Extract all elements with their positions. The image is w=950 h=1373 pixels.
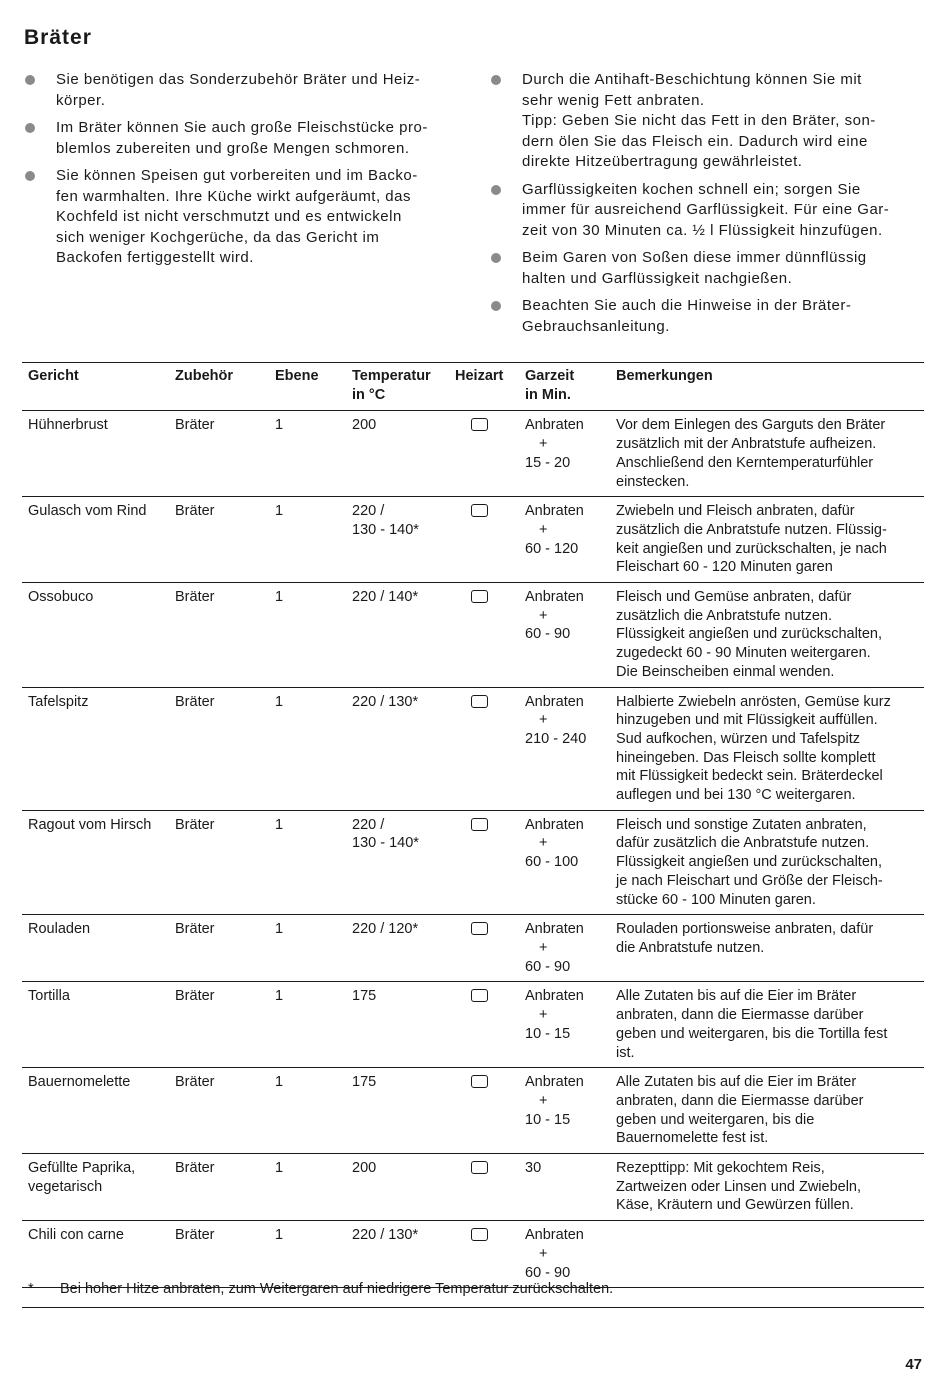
bullet-icon bbox=[491, 253, 501, 263]
garzeit-line: 60 - 90 bbox=[525, 958, 571, 975]
heating-element-icon bbox=[471, 922, 488, 935]
cell-zubehoer: Bräter bbox=[175, 915, 275, 982]
header-heizart: Heizart bbox=[455, 363, 525, 411]
cell-heizart bbox=[455, 497, 525, 583]
garzeit-line: + bbox=[539, 1245, 548, 1262]
cell-gericht: Hühnerbrust bbox=[22, 411, 175, 497]
garzeit-line: Anbraten bbox=[525, 1227, 584, 1244]
page-number: 47 bbox=[905, 1356, 922, 1373]
cell-heizart bbox=[455, 810, 525, 915]
header-gericht: Gericht bbox=[22, 363, 175, 411]
recipe-table bbox=[22, 362, 924, 1288]
list-item: Sie können Speisen gut vorbereiten und im Backo- fen warmhalten. Ihre Küche wirkt aufgeräumt, das Kochfeld ist nicht verschmutzt und es entwickeln sich weniger Kochgerüche, da das Gericht im Backofen fertiggestellt wird. bbox=[24, 166, 464, 269]
list-item: Garflüssigkeiten kochen schnell ein; sorgen Sie immer für ausreichend Garflüssigkeit. Für eine Gar- zeit von 30 Minuten ca. ½ l Flüssigkeit hinzufügen. bbox=[490, 180, 930, 242]
cell-ebene: 1 bbox=[275, 1068, 352, 1154]
table-row bbox=[22, 1068, 924, 1154]
cell-garzeit bbox=[525, 982, 616, 1068]
heating-element-icon bbox=[471, 1161, 488, 1174]
cell-ebene: 1 bbox=[275, 915, 352, 982]
cell-gericht: Gefüllte Paprika, vegetarisch bbox=[22, 1154, 175, 1221]
bullet-icon bbox=[25, 123, 35, 133]
table-row bbox=[22, 810, 924, 915]
list-item: Beachten Sie auch die Hinweise in der Bräter- Gebrauchsanleitung. bbox=[490, 296, 930, 337]
cell-heizart bbox=[455, 687, 525, 810]
cell-temperatur: 220 / 130* bbox=[352, 1221, 455, 1288]
garzeit-line: + bbox=[539, 835, 548, 852]
garzeit-line: Anbraten bbox=[525, 921, 584, 938]
cell-heizart bbox=[455, 583, 525, 688]
table-row bbox=[22, 687, 924, 810]
cell-garzeit bbox=[525, 810, 616, 915]
cell-zubehoer: Bräter bbox=[175, 497, 275, 583]
table-row bbox=[22, 915, 924, 982]
cell-garzeit bbox=[525, 411, 616, 497]
garzeit-line: Anbraten bbox=[525, 589, 584, 606]
cell-gericht: Tafelspitz bbox=[22, 687, 175, 810]
bullet-icon bbox=[25, 171, 35, 181]
cell-zubehoer: Bräter bbox=[175, 810, 275, 915]
cell-temperatur: 220 / 130 - 140* bbox=[352, 810, 455, 915]
cell-temperatur: 220 / 130 - 140* bbox=[352, 497, 455, 583]
cell-heizart bbox=[455, 1068, 525, 1154]
list-item: Sie benötigen das Sonderzubehör Bräter und Heiz- körper. bbox=[24, 70, 464, 111]
cell-zubehoer: Bräter bbox=[175, 687, 275, 810]
intro-left-list bbox=[24, 70, 464, 276]
garzeit-line: + bbox=[539, 939, 548, 956]
garzeit-line: 60 - 120 bbox=[525, 540, 579, 557]
garzeit-line: + bbox=[539, 1092, 548, 1109]
list-item: Im Bräter können Sie auch große Fleischstücke pro- blemlos zubereiten und große Mengen schmoren. bbox=[24, 118, 464, 159]
heating-element-icon bbox=[471, 504, 488, 517]
cell-garzeit bbox=[525, 1068, 616, 1154]
cell-bemerkungen: Alle Zutaten bis auf die Eier im Bräter anbraten, dann die Eiermasse darüber geben und weitergaren, bis die Bauernomelette fest ist. bbox=[616, 1068, 924, 1154]
recipe-table-body bbox=[22, 411, 924, 1288]
cell-zubehoer: Bräter bbox=[175, 982, 275, 1068]
cell-bemerkungen: Rouladen portionsweise anbraten, dafür die Anbratstufe nutzen. bbox=[616, 915, 924, 982]
cell-temperatur: 175 bbox=[352, 1068, 455, 1154]
cell-temperatur: 200 bbox=[352, 1154, 455, 1221]
heating-element-icon bbox=[471, 1075, 488, 1088]
garzeit-line: 210 - 240 bbox=[525, 730, 587, 747]
cell-ebene: 1 bbox=[275, 1221, 352, 1288]
heating-element-icon bbox=[471, 1228, 488, 1241]
bullet-icon bbox=[491, 75, 501, 85]
cell-zubehoer: Bräter bbox=[175, 1068, 275, 1154]
cell-bemerkungen: Rezepttipp: Mit gekochtem Reis, Zartweizen oder Linsen und Zwiebeln, Käse, Kräutern und Gewürzen füllen. bbox=[616, 1154, 924, 1221]
cell-garzeit bbox=[525, 915, 616, 982]
cell-bemerkungen: Halbierte Zwiebeln anrösten, Gemüse kurz hinzugeben und mit Flüssigkeit auffüllen. Sud aufkochen, würzen und Tafelspitz hineingeben. Das Fleisch sollte komplett mit Flüssigkeit bedeckt sein. Bräterdeckel auflegen und bei 130 °C weitergaren. bbox=[616, 687, 924, 810]
cell-bemerkungen: Alle Zutaten bis auf die Eier im Bräter anbraten, dann die Eiermasse darüber geben und weitergaren, bis die Tortilla fest ist. bbox=[616, 982, 924, 1068]
cell-temperatur: 220 / 130* bbox=[352, 687, 455, 810]
cell-ebene: 1 bbox=[275, 982, 352, 1068]
garzeit-line: + bbox=[539, 436, 548, 453]
header-ebene: Ebene bbox=[275, 363, 352, 411]
cell-gericht: Bauernomelette bbox=[22, 1068, 175, 1154]
cell-heizart bbox=[455, 1154, 525, 1221]
cell-temperatur: 200 bbox=[352, 411, 455, 497]
heating-element-icon bbox=[471, 989, 488, 1002]
header-zubehoer: Zubehör bbox=[175, 363, 275, 411]
garzeit-line: Anbraten bbox=[525, 1074, 584, 1091]
cell-zubehoer: Bräter bbox=[175, 583, 275, 688]
cell-heizart bbox=[455, 411, 525, 497]
cell-garzeit bbox=[525, 497, 616, 583]
bullet-icon bbox=[25, 75, 35, 85]
garzeit-line: + bbox=[539, 712, 548, 729]
cell-gericht: Chili con carne bbox=[22, 1221, 175, 1288]
heating-element-icon bbox=[471, 695, 488, 708]
garzeit-line: Anbraten bbox=[525, 417, 584, 434]
cell-ebene: 1 bbox=[275, 810, 352, 915]
cell-bemerkungen bbox=[616, 1221, 924, 1288]
footnote-text: Bei hoher Hitze anbraten, zum Weitergaren auf niedrigere Temperatur zurückschalten. bbox=[60, 1281, 614, 1297]
garzeit-line: 60 - 100 bbox=[525, 854, 579, 871]
footnote bbox=[22, 1281, 924, 1308]
table-row bbox=[22, 1221, 924, 1288]
cell-heizart bbox=[455, 1221, 525, 1288]
header-garzeit: Garzeit in Min. bbox=[525, 363, 616, 411]
garzeit-line: 10 - 15 bbox=[525, 1111, 571, 1128]
table-row bbox=[22, 583, 924, 688]
cell-ebene: 1 bbox=[275, 411, 352, 497]
cell-ebene: 1 bbox=[275, 687, 352, 810]
table-row bbox=[22, 411, 924, 497]
cell-gericht: Ossobuco bbox=[22, 583, 175, 688]
cell-garzeit: 30 bbox=[525, 1154, 616, 1221]
bullet-icon bbox=[491, 185, 501, 195]
list-item: Durch die Antihaft-Beschichtung können Sie mit sehr wenig Fett anbraten. Tipp: Geben Sie nicht das Fett in den Bräter, son- dern ölen Sie das Fleisch ein. Dadurch wird eine direkte Hitzeübertragung gewährleistet. bbox=[490, 70, 930, 173]
bullet-icon bbox=[491, 301, 501, 311]
garzeit-line: Anbraten bbox=[525, 988, 584, 1005]
cell-zubehoer: Bräter bbox=[175, 411, 275, 497]
cell-temperatur: 175 bbox=[352, 982, 455, 1068]
cell-bemerkungen: Fleisch und Gemüse anbraten, dafür zusätzlich die Anbratstufe nutzen. Flüssigkeit angießen und zurückschalten, zugedeckt 60 - 90 Minuten weitergaren. Die Beinscheiben einmal wenden. bbox=[616, 583, 924, 688]
footnote-mark: * bbox=[28, 1281, 34, 1297]
garzeit-line: 60 - 90 bbox=[525, 626, 571, 643]
cell-bemerkungen: Vor dem Einlegen des Garguts den Bräter zusätzlich mit der Anbratstufe aufheizen. Anschließend den Kerntemperaturfühler einstecken. bbox=[616, 411, 924, 497]
header-temperatur: Temperatur in °C bbox=[352, 363, 455, 411]
garzeit-line: Anbraten bbox=[525, 816, 584, 833]
page-title: Bräter bbox=[24, 26, 92, 49]
list-item: Beim Garen von Soßen diese immer dünnflüssig halten und Garflüssigkeit nachgießen. bbox=[490, 248, 930, 289]
cell-bemerkungen: Zwiebeln und Fleisch anbraten, dafür zusätzlich die Anbratstufe nutzen. Flüssig- keit angießen und zurückschalten, je nach Fleischart 60 - 120 Minuten garen bbox=[616, 497, 924, 583]
garzeit-line: + bbox=[539, 607, 548, 624]
intro-right-list bbox=[490, 70, 930, 344]
cell-gericht: Tortilla bbox=[22, 982, 175, 1068]
heating-element-icon bbox=[471, 418, 488, 431]
garzeit-line: 10 - 15 bbox=[525, 1025, 571, 1042]
garzeit-line: 60 - 90 bbox=[525, 1264, 571, 1281]
table-header-row bbox=[22, 363, 924, 411]
cell-gericht: Rouladen bbox=[22, 915, 175, 982]
heating-element-icon bbox=[471, 818, 488, 831]
heating-element-icon bbox=[471, 590, 488, 603]
cell-garzeit bbox=[525, 1221, 616, 1288]
cell-heizart bbox=[455, 915, 525, 982]
cell-temperatur: 220 / 140* bbox=[352, 583, 455, 688]
garzeit-line: Anbraten bbox=[525, 503, 584, 520]
cell-bemerkungen: Fleisch und sonstige Zutaten anbraten, dafür zusätzlich die Anbratstufe nutzen. Flüssigkeit angießen und zurückschalten, je nach Fleischart und Größe der Fleisch- stücke 60 - 100 Minuten garen. bbox=[616, 810, 924, 915]
table-row bbox=[22, 982, 924, 1068]
garzeit-line: Anbraten bbox=[525, 693, 584, 710]
cell-zubehoer: Bräter bbox=[175, 1154, 275, 1221]
garzeit-line: + bbox=[539, 521, 548, 538]
cell-gericht: Ragout vom Hirsch bbox=[22, 810, 175, 915]
cell-ebene: 1 bbox=[275, 1154, 352, 1221]
cell-ebene: 1 bbox=[275, 583, 352, 688]
cell-zubehoer: Bräter bbox=[175, 1221, 275, 1288]
garzeit-line: 15 - 20 bbox=[525, 454, 571, 471]
cell-garzeit bbox=[525, 687, 616, 810]
garzeit-line: + bbox=[539, 1007, 548, 1024]
cell-temperatur: 220 / 120* bbox=[352, 915, 455, 982]
cell-gericht: Gulasch vom Rind bbox=[22, 497, 175, 583]
table-row bbox=[22, 1154, 924, 1221]
cell-heizart bbox=[455, 982, 525, 1068]
cell-ebene: 1 bbox=[275, 497, 352, 583]
table-row bbox=[22, 497, 924, 583]
cell-garzeit bbox=[525, 583, 616, 688]
header-bemerkungen: Bemerkungen bbox=[616, 363, 924, 411]
